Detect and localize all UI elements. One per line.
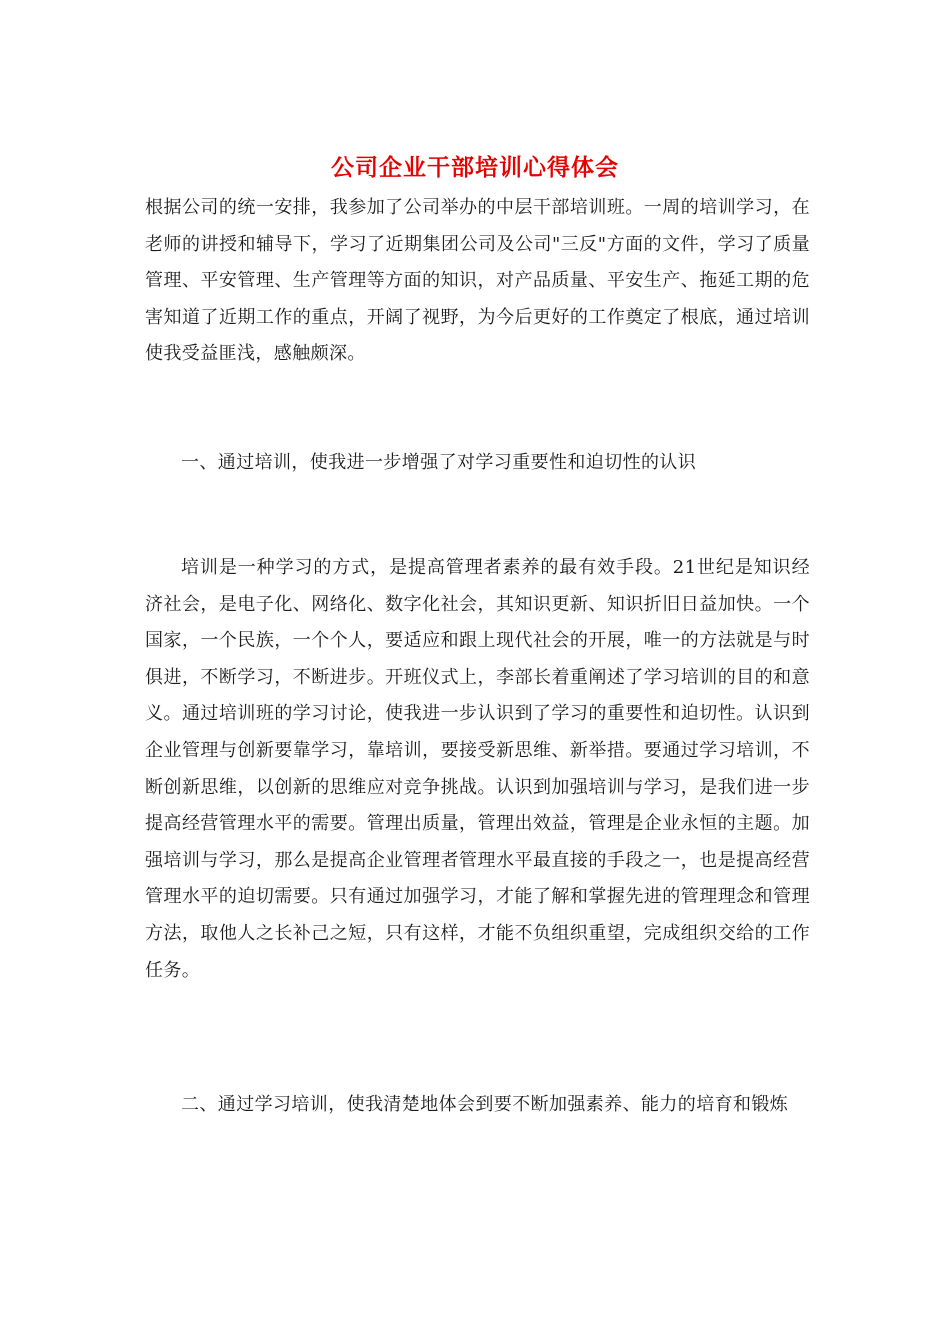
intro-paragraph: 根据公司的统一安排，我参加了公司举办的中层干部培训班。一周的培训学习，在老师的讲授和辅导下，学习了近期集团公司及公司"三反"方面的文件，学习了质量管理、平安管理、生产管理等方面的知识，对产品质量、平安生产、拖延工期的危害知道了近期工作的重点，开阔了视野，为今后更好的工作奠定了根底，通过培训使我受益匪浅，感触颇深。 [145,197,810,365]
section-1-paragraph: 培训是一种学习的方式，是提高管理者素养的最有效手段。21世纪是知识经济社会，是电子化、网络化、数字化社会，其知识更新、知识折旧日益加快。一个国家，一个民族，一个个人，要适应和跟上现代社会的开展，唯一的方法就是与时俱进，不断学习，不断进步。开班仪式上，李部长着重阐述了学习培训的目的和意义。通过培训班的学习讨论，使我进一步认识到了学习的重要性和迫切性。认识到企业管理与创新要靠学习，靠培训，要接受新思维、新举措。要通过学习培训，不断创新思维，以创新的思维应对竞争挑战。认识到加强培训与学习，是我们进一步提高经营管理水平的需要。管理出质量，管理出效益，管理是企业永恒的主题。加强培训与学习，那么是提高企业管理者管理水平最直接的手段之一，也是提高经营管理水平的迫切需要。只有通过加强学习，才能了解和掌握先进的管理理念和管理方法，取他人之长补己之短，只有这样，才能不负组织重望，完成组织交给的工作任务。 [145,557,810,981]
section-1-heading: 一、通过培训，使我进一步增强了对学习重要性和迫切性的认识 [181,452,697,473]
section-2-heading: 二、通过学习培训，使我清楚地体会到要不断加强素养、能力的培育和锻炼 [181,1094,789,1115]
document-title: 公司企业干部培训心得体会 [331,154,619,181]
